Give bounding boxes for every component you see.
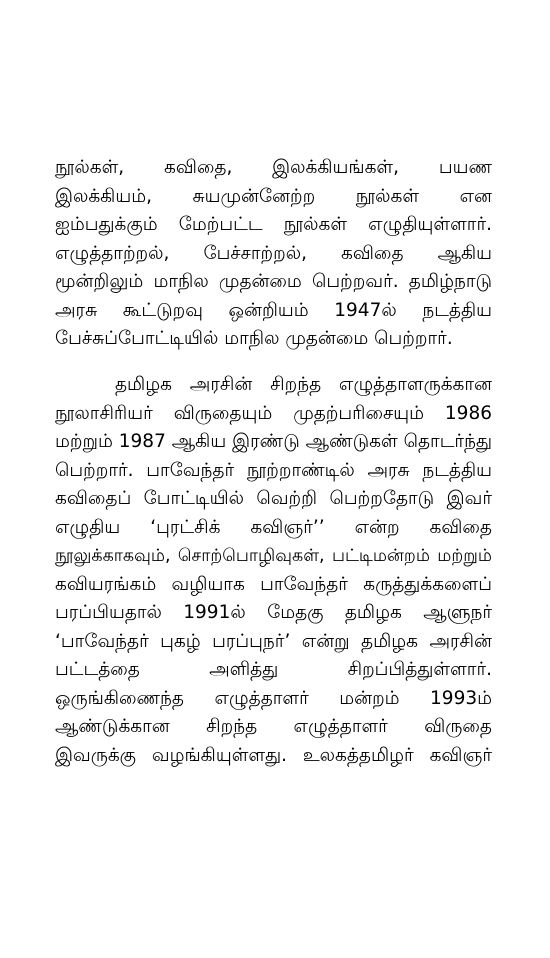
paragraph-line: பரப்பியதால் 1991ல் மேதகு தமிழக ஆளுநர் [55,602,492,623]
paragraph-line: இவருக்கு வழங்கியுள்ளது. உலகத்தமிழர் கவிஞர் [55,744,492,766]
paragraph-line: இலக்கியம், சுயமுன்னேற்ற நூல்கள் என [55,185,492,207]
paragraph-line: ஐம்பதுக்கும் மேற்பட்ட நூல்கள் எழுதியுள்ளார். [55,214,492,235]
paragraph-line: அரசு கூட்டுறவு ஒன்றியம் 1947ல் நடத்திய [55,299,492,321]
paragraph-line: நூல்கள், கவிதை, இலக்கியங்கள், பயண [55,157,492,178]
paragraph-line: ஒருங்கிணைந்த எழுத்தாளர் மன்றம் 1993ம் [55,687,492,709]
paragraph-line: நூலாசிரியர் விருதையும் முதற்பரிசையும் 1986 [55,402,492,424]
paragraph-line: எழுத்தாற்றல், பேச்சாற்றல், கவிதை ஆகிய [55,242,492,264]
paragraph-line: மூன்றிலும் மாநில முதன்மை பெற்றவர். தமிழ்நாடு [55,271,492,292]
paragraph-line: பேச்சுப்போட்டியில் மாநில முதன்மை பெற்றார். [55,328,453,349]
paragraph-1 [55,154,492,354]
paragraph-line: மற்றும் 1987 ஆகிய இரண்டு ஆண்டுகள் தொடர்ந்து [55,431,492,452]
paragraph-line: பெற்றார். பாவேந்தர் நூற்றாண்டில் அரசு நடத்திய [55,459,492,481]
paragraph-line: தமிழக அரசின் சிறந்த எழுத்தாளருக்கான [115,374,492,395]
paragraph-line: கவியரங்கம் வழியாக பாவேந்தர் கருத்துக்களைப் [55,573,492,595]
paragraph-2 [55,371,492,770]
paragraph-line: நூலுக்காகவும், சொற்பொழிவுகள், பட்டிமன்றம் மற்றும் [55,546,492,566]
paragraph-line: ‘பாவேந்தர் புகழ் பரப்புநர்’ என்று தமிழக அரசின் [55,630,492,652]
paragraph-line: பட்டத்தை அளித்து சிறப்பித்துள்ளார். [55,659,492,680]
paragraph-line: ஆண்டுக்கான சிறந்த எழுத்தாளர் விருதை [55,716,492,737]
paragraph-line: எழுதிய ‘புரட்சிக் கவிஞர்’’ என்ற கவிதை [55,516,492,538]
paragraph-line: கவிதைப் போட்டியில் வெற்றி பெற்றதோடு இவர் [55,488,492,509]
